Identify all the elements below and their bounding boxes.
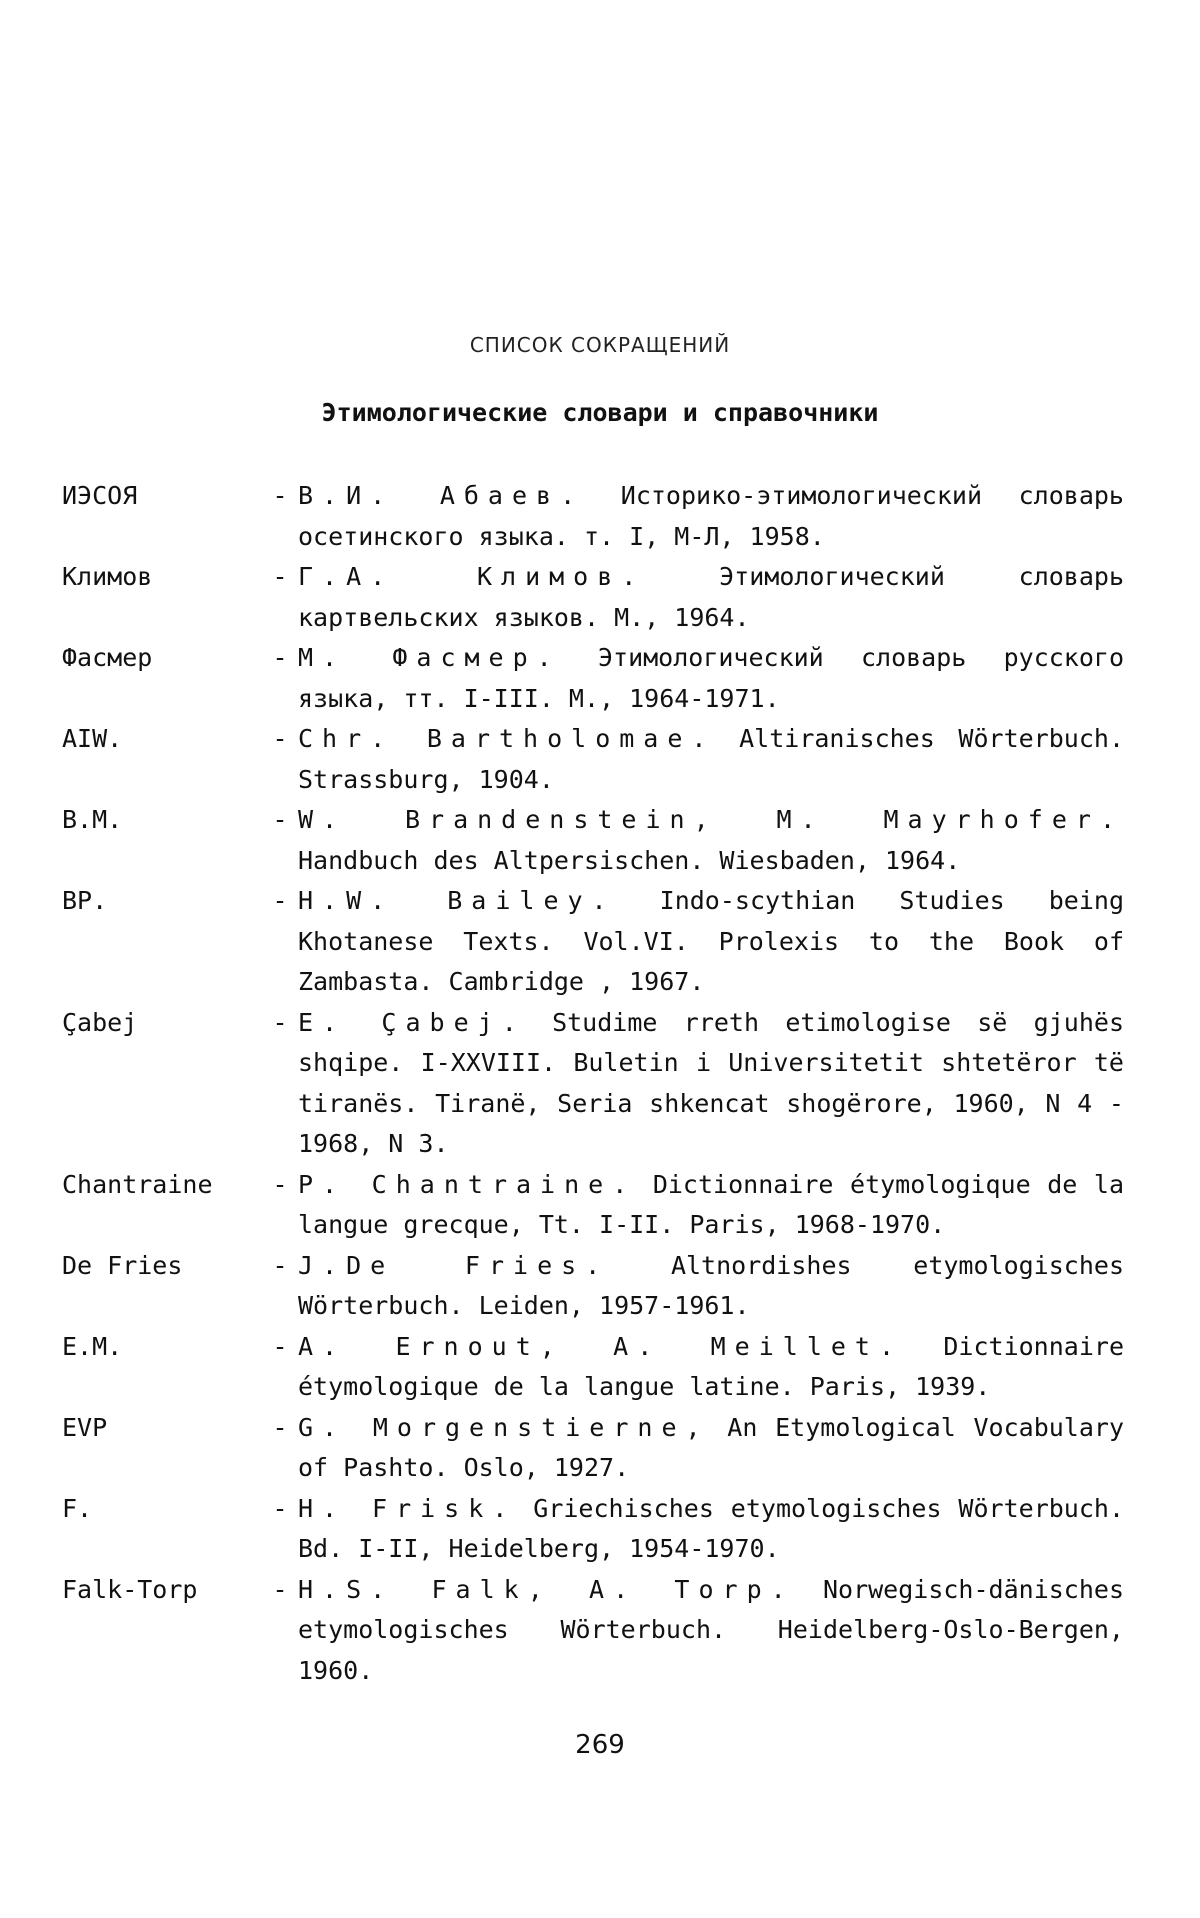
entry-description [298, 1327, 1124, 1408]
entry-author: H.S. Falk, A. Torp. [298, 1574, 795, 1604]
list-item [62, 476, 1142, 557]
entry-abbreviation: Chantraine [62, 1169, 213, 1199]
entry-abbreviation: E.M. [62, 1331, 123, 1361]
entry-dash: - [272, 643, 288, 672]
entry-author: P. Chantraine. [298, 1169, 637, 1199]
list-item [62, 719, 1142, 800]
entry-description [298, 881, 1124, 1003]
entry-text: Altnordishes etymologisches Wörterbuch. Leiden, 1957-1961. [298, 1250, 1124, 1320]
entry-description [298, 719, 1124, 800]
entry-abbreviation: Климов [62, 562, 153, 591]
list-item [62, 1570, 1142, 1692]
entry-dash: - [272, 1493, 288, 1523]
entry-text: Griechisches etymologisches Wörterbuch. Bd. I-II, Heidelberg, 1954-1970. [298, 1493, 1124, 1563]
entry-dash: - [272, 1169, 288, 1199]
entry-text: Этимологический словарь картвельских языков. М., 1964. [298, 562, 1125, 632]
entry-text: Историко-этимологический словарь осетинского языка. т. I, М-Л, 1958. [298, 481, 1124, 551]
entry-abbreviation: Çabej [62, 1007, 138, 1037]
entry-author: W. Brandenstein, M. Mayrhofer. [298, 805, 1124, 834]
entry-text: Handbuch des Altpersischen. Wiesbaden, 1964. [298, 845, 961, 875]
entry-dash: - [272, 805, 288, 834]
entry-abbreviation: Falk-Torp [62, 1574, 198, 1604]
entry-text: Norwegisch-dänisches etymologisches Wörterbuch. Heidelberg-Oslo-Bergen, 1960. [298, 1574, 1124, 1685]
entry-author: J.De Fries. [298, 1250, 610, 1280]
entry-text: Altiranisches Wörterbuch. Strassburg, 1904. [298, 724, 1124, 794]
entry-abbreviation: De Fries [62, 1250, 183, 1280]
section-subheading: Этимологические словари и справочники [321, 398, 879, 427]
entry-text: Dictionnaire étymologique de la langue grecque, Tt. I-II. Paris, 1968-1970. [298, 1169, 1125, 1239]
entry-description [298, 638, 1124, 719]
entry-text: Studime rreth etimologise së gjuhës shqipe. I-XXVIII. Buletin i Universitetit shtetëror të tiranës. Tiranë, Seria shkencat shogërore, 1960, N 4 - 1968, N 3. [298, 1007, 1124, 1158]
entry-author: H.W. Bailey. [298, 886, 616, 915]
list-item [62, 1408, 1142, 1489]
entry-abbreviation: ИЭСОЯ [62, 481, 138, 510]
entry-description [298, 476, 1124, 557]
list-item [62, 1327, 1142, 1408]
entry-author: H. Frisk. [298, 1493, 517, 1523]
entry-abbreviation: EVP [62, 1412, 108, 1442]
entry-abbreviation: F. [62, 1493, 93, 1523]
list-item [62, 881, 1142, 1003]
entry-dash: - [272, 562, 288, 591]
entry-dash: - [272, 481, 288, 510]
list-item [62, 1246, 1142, 1327]
entry-dash: - [272, 886, 288, 915]
entry-text: Этимологический словарь русского языка, тт. I-III. М., 1964-1971. [298, 643, 1124, 713]
entry-author: G. Morgenstierne, [298, 1412, 710, 1442]
entry-author: М. Фасмер. [298, 643, 561, 672]
entry-text: An Etymological Vocabulary of Pashto. Oslo, 1927. [298, 1412, 1124, 1482]
list-item [62, 1165, 1142, 1246]
list-item [62, 557, 1142, 638]
entry-dash: - [272, 1250, 288, 1280]
list-item [62, 1003, 1142, 1165]
entry-description [298, 1408, 1124, 1489]
entry-dash: - [272, 1331, 288, 1361]
entry-author: В.И. Абаев. [298, 481, 585, 510]
entry-dash: - [272, 1574, 288, 1604]
entry-description [298, 800, 1124, 881]
abbreviation-list [62, 476, 1142, 1691]
entry-description [298, 1570, 1124, 1692]
entry-author: A. Ernout, A. Meillet. [298, 1331, 904, 1361]
entry-abbreviation: B.M. [62, 805, 123, 834]
entry-description [298, 557, 1124, 638]
entry-abbreviation: Фасмер [62, 643, 153, 672]
entry-description [298, 1489, 1124, 1570]
page-heading: СПИСОК СОКРАЩЕНИЙ [469, 333, 731, 357]
entry-dash: - [272, 1007, 288, 1037]
entry-dash: - [272, 1412, 288, 1442]
entry-text: Dictionnaire étymologique de la langue latine. Paris, 1939. [298, 1331, 1124, 1401]
entry-description [298, 1246, 1124, 1327]
entry-description [298, 1165, 1124, 1246]
page-number: 269 [575, 1730, 625, 1760]
entry-author: E. Çabej. [298, 1007, 526, 1037]
list-item [62, 638, 1142, 719]
list-item [62, 800, 1142, 881]
entry-dash: - [272, 724, 288, 753]
entry-author: Г.А. Климов. [298, 562, 646, 591]
entry-author: Chr. Bartholomae. [298, 724, 716, 753]
entry-description [298, 1003, 1124, 1165]
entry-text: Indo-scythian Studies being Khotanese Texts. Vol.VI. Prolexis to the Book of Zambasta. Cambridge , 1967. [298, 886, 1124, 996]
entry-abbreviation: BP. [62, 886, 108, 915]
list-item [62, 1489, 1142, 1570]
entry-abbreviation: AIW. [62, 724, 123, 753]
